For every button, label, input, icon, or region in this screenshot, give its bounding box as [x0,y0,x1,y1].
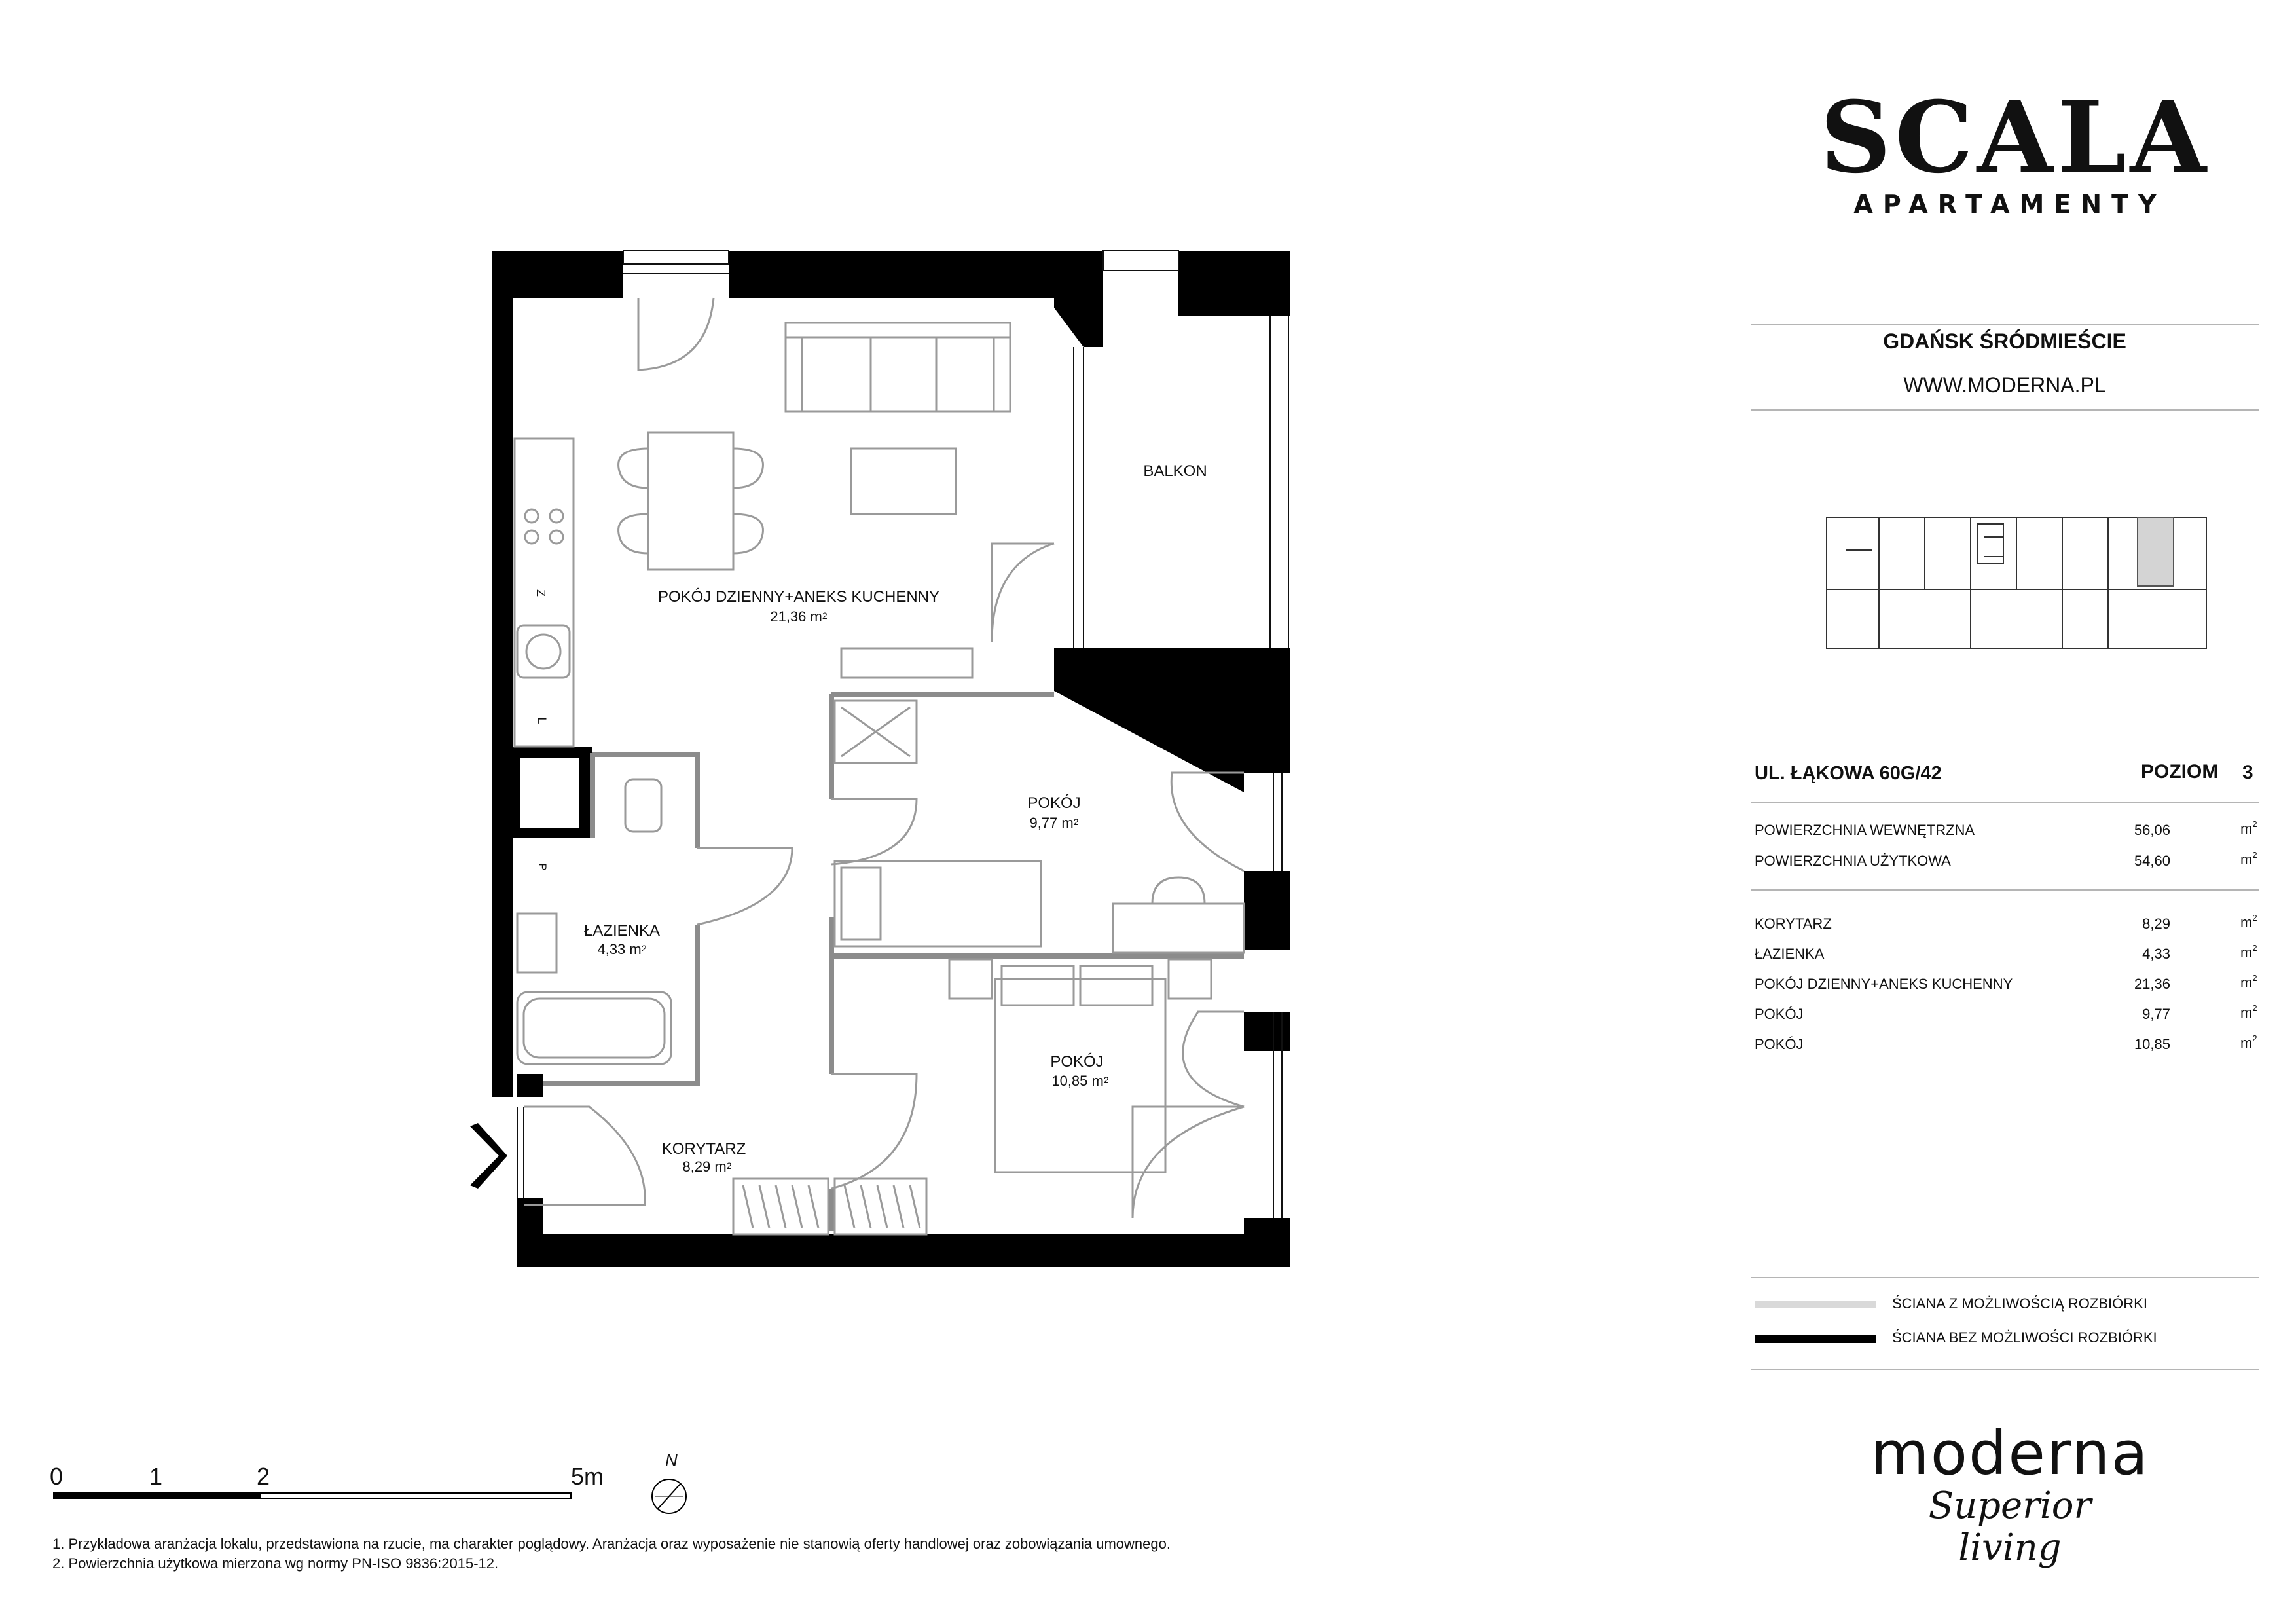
divider [1751,802,2259,803]
room-row-value: 4,33 [2142,946,2170,962]
room-row-unit: $m^2$ [2240,913,2257,931]
divider [1751,409,2259,411]
moderna-tagline: Superior living [1928,1485,2092,1569]
scale-tick-5m: 5m [571,1463,604,1490]
room-row-value: 8,29 [2142,915,2170,932]
unit-address: UL. ŁĄKOWA 60G/42 [1755,763,1942,784]
room-row-value: 9,77 [2142,1006,2170,1022]
summary-unit: $m^2$ [2240,819,2257,837]
kitchen-mark-l: L [535,717,549,724]
room1-label: POKÓJ [1027,794,1081,812]
bathroom-area: 4,33 $m^2$ [597,941,647,957]
divider [1751,1277,2259,1278]
level-value: 3 [2242,762,2253,783]
bathroom-label: ŁAZIENKA [583,922,661,940]
legend-swatch-light [1755,1301,1876,1308]
legend-label-demolishable: ŚCIANA Z MOŻLIWOŚCIĄ ROZBIÓRKI [1892,1295,2147,1312]
city-name: GDAŃSK ŚRÓDMIEŚCIE [1883,329,2126,353]
footnote-1: 1. Przykładowa aranżacja lokalu, przedstawiona na rzucie, ma charakter poglądowy. Aranżacja oraz wyposażenie nie stanowią oferty handlowej oraz zobowiązania umownego. [52,1536,1171,1552]
load-bearing-walls [492,251,1290,1267]
corridor-label: KORYTARZ [661,1140,746,1158]
corridor-area: 8,29 $m^2$ [682,1158,732,1175]
kitchen-mark-z: Z [534,589,547,597]
living-room-area: 21,36 $m^2$ [770,608,828,625]
level-label: POZIOM [2141,761,2219,783]
summary-label: POWIERZCHNIA UŻYTKOWA [1755,853,1951,869]
website-link[interactable]: WWW.MODERNA.PL [1903,373,2106,397]
living-room-label: POKÓJ DZIENNY+ANEKS KUCHENNY [657,588,940,606]
room-row-unit: $m^2$ [2240,1003,2257,1021]
room-row-label: ŁAZIENKA [1755,946,1825,962]
divider [1751,889,2259,891]
summary-value: 54,60 [2134,853,2170,869]
moderna-logo: moderna [1870,1418,2149,1488]
shaft-void [520,758,579,828]
kitchen-mark-p: P [536,863,548,871]
summary-unit: $m^2$ [2240,850,2257,868]
room-row-label: KORYTARZ [1755,915,1832,932]
balcony-label: BALKON [1143,462,1207,480]
room-row-label: POKÓJ [1755,1006,1804,1022]
room2-label: POKÓJ [1050,1053,1104,1071]
scale-tick-0: 0 [50,1463,64,1490]
room-row-value: 10,85 [2134,1036,2170,1052]
scale-tick-1: 1 [149,1463,163,1490]
divider [1751,1369,2259,1370]
divider [1751,324,2259,325]
entrance-arrow [470,1123,507,1189]
footnote-2: 2. Powierzchnia użytkowa mierzona wg normy PN-ISO 9836:2015-12. [52,1555,499,1572]
summary-label: POWIERZCHNIA WEWNĘTRZNA [1755,822,1975,838]
room-row-unit: $m^2$ [2240,1033,2257,1051]
legend-label-structural: ŚCIANA BEZ MOŻLIWOŚCI ROZBIÓRKI [1892,1329,2157,1346]
room2-area: 10,85 $m^2$ [1051,1073,1109,1089]
room-row-unit: $m^2$ [2240,943,2257,961]
furniture [515,298,1244,1234]
room-row-label: POKÓJ [1755,1036,1804,1052]
scale-tick-2: 2 [257,1463,270,1490]
brand-logo: SCALA [1820,80,2210,195]
brand-subtitle: APARTAMENTY [1853,190,2166,219]
room-row-unit: $m^2$ [2240,973,2257,991]
summary-value: 56,06 [2134,822,2170,838]
room-row-value: 21,36 [2134,976,2170,992]
room-row-label: POKÓJ DZIENNY+ANEKS KUCHENNY [1755,976,2013,992]
legend-swatch-dark [1755,1335,1876,1343]
key-plan [1827,517,2206,648]
north-label: N [665,1450,678,1470]
room1-area: 9,77 $m^2$ [1029,815,1079,831]
